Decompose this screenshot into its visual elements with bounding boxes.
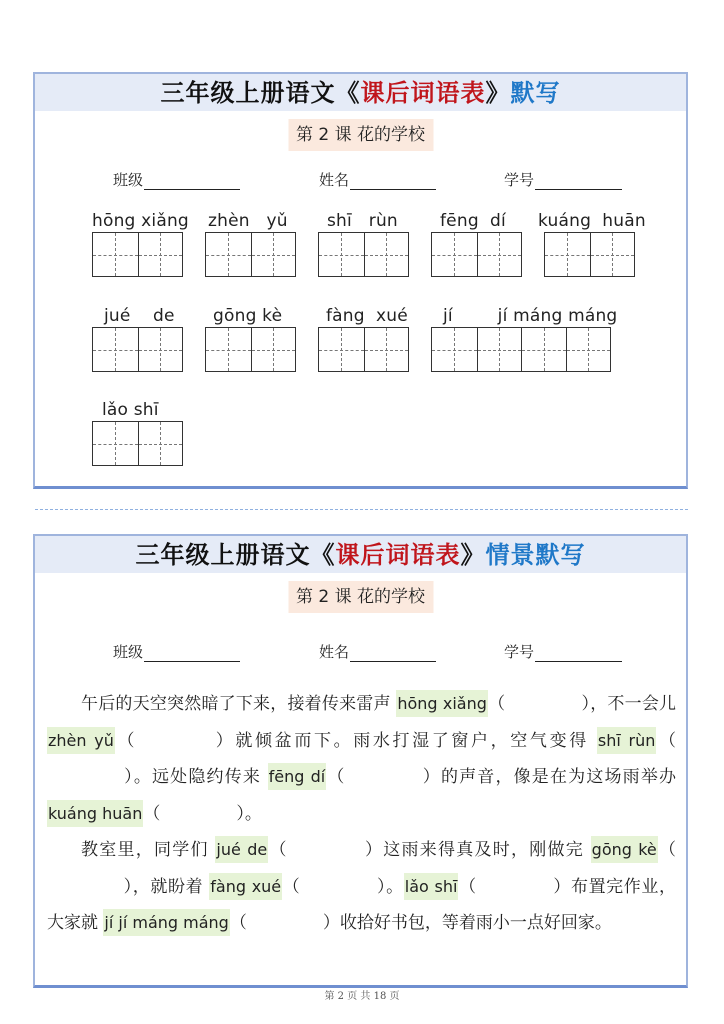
story-text xyxy=(47,686,676,942)
pinyin-prompt: jué de xyxy=(215,836,268,863)
word-item: kuáng huān xyxy=(544,211,634,277)
word-item: jí jí máng máng xyxy=(431,306,611,372)
writing-grid[interactable] xyxy=(92,327,183,372)
pinyin-prompt: kuáng huān xyxy=(47,800,143,827)
worksheet-dictation xyxy=(33,72,688,489)
page-number: 第 2 页 共 18 页 xyxy=(324,991,400,1002)
name-field[interactable]: 姓名 xyxy=(319,169,436,190)
pinyin-prompt: jí jí máng máng xyxy=(103,909,229,936)
writing-grid[interactable] xyxy=(205,327,296,372)
word-item: fàng xué xyxy=(318,306,408,372)
pinyin-prompt: fēng dí xyxy=(268,763,327,790)
writing-grid[interactable] xyxy=(92,232,183,277)
pinyin-prompt: gōng kè xyxy=(591,836,658,863)
student-info-row xyxy=(35,169,686,191)
writing-grid[interactable] xyxy=(92,421,183,466)
student-number-field[interactable]: 学号 xyxy=(504,641,622,662)
writing-grid[interactable] xyxy=(544,232,635,277)
number-blank[interactable] xyxy=(535,643,622,662)
pinyin-prompt: shī rùn xyxy=(597,727,657,754)
pinyin-prompt: zhèn yǔ xyxy=(47,727,115,754)
student-info-row xyxy=(35,641,686,663)
pinyin-prompt: hōng xiǎng xyxy=(396,690,488,717)
worksheet-context-dictation xyxy=(33,534,688,988)
story-paragraph-2: 教室里，同学们 jué de（ ）这雨来得真及时，刚做完 gōng kè（），就盼着 fàng xué（ ）。lǎo shī（ ）布置完作业，大家就 jí jí máng máng（ ）收拾好书包，等着雨小一点好回家。 xyxy=(47,832,676,942)
story-paragraph-1: 午后的天空突然暗了下来，接着传来雷声 hōng xiǎng（ ），不一会儿 zhèn yǔ（ ）就倾盆而下。雨水打湿了窗户，空气变得 shī rùn（）。远处隐约传来 fēng dí（ ）的声音，像是在为这场雨举办 kuáng huān（ ）。 xyxy=(47,686,676,832)
lesson-label: 第 2 课 花的学校 xyxy=(288,119,433,151)
class-blank[interactable] xyxy=(144,171,240,190)
class-blank[interactable] xyxy=(144,643,240,662)
word-item: fēng dí xyxy=(431,211,521,277)
word-item: gōng kè xyxy=(205,306,295,372)
name-blank[interactable] xyxy=(350,171,436,190)
writing-grid[interactable] xyxy=(431,232,522,277)
worksheet-title: 三年级上册语文《课后词语表》默写 xyxy=(35,74,686,111)
number-blank[interactable] xyxy=(535,171,622,190)
lesson-label: 第 2 课 花的学校 xyxy=(288,581,433,613)
cut-line-divider xyxy=(35,509,688,510)
word-item: zhèn yǔ xyxy=(205,211,295,277)
student-number-field[interactable]: 学号 xyxy=(504,169,622,190)
word-item: shī rùn xyxy=(318,211,408,277)
word-item: lǎo shī xyxy=(92,400,182,466)
word-item: jué de xyxy=(92,306,182,372)
worksheet-title: 三年级上册语文《课后词语表》情景默写 xyxy=(35,536,686,573)
class-field[interactable]: 班级 xyxy=(113,169,240,190)
writing-grid[interactable] xyxy=(205,232,296,277)
writing-grid[interactable] xyxy=(431,327,611,372)
writing-grid[interactable] xyxy=(318,232,409,277)
class-field[interactable]: 班级 xyxy=(113,641,240,662)
writing-grid[interactable] xyxy=(318,327,409,372)
pinyin-prompt: fàng xué xyxy=(209,873,282,900)
name-field[interactable]: 姓名 xyxy=(319,641,436,662)
name-blank[interactable] xyxy=(350,643,436,662)
pinyin-prompt: lǎo shī xyxy=(404,873,459,900)
word-item: hōng xiǎng xyxy=(92,211,182,277)
